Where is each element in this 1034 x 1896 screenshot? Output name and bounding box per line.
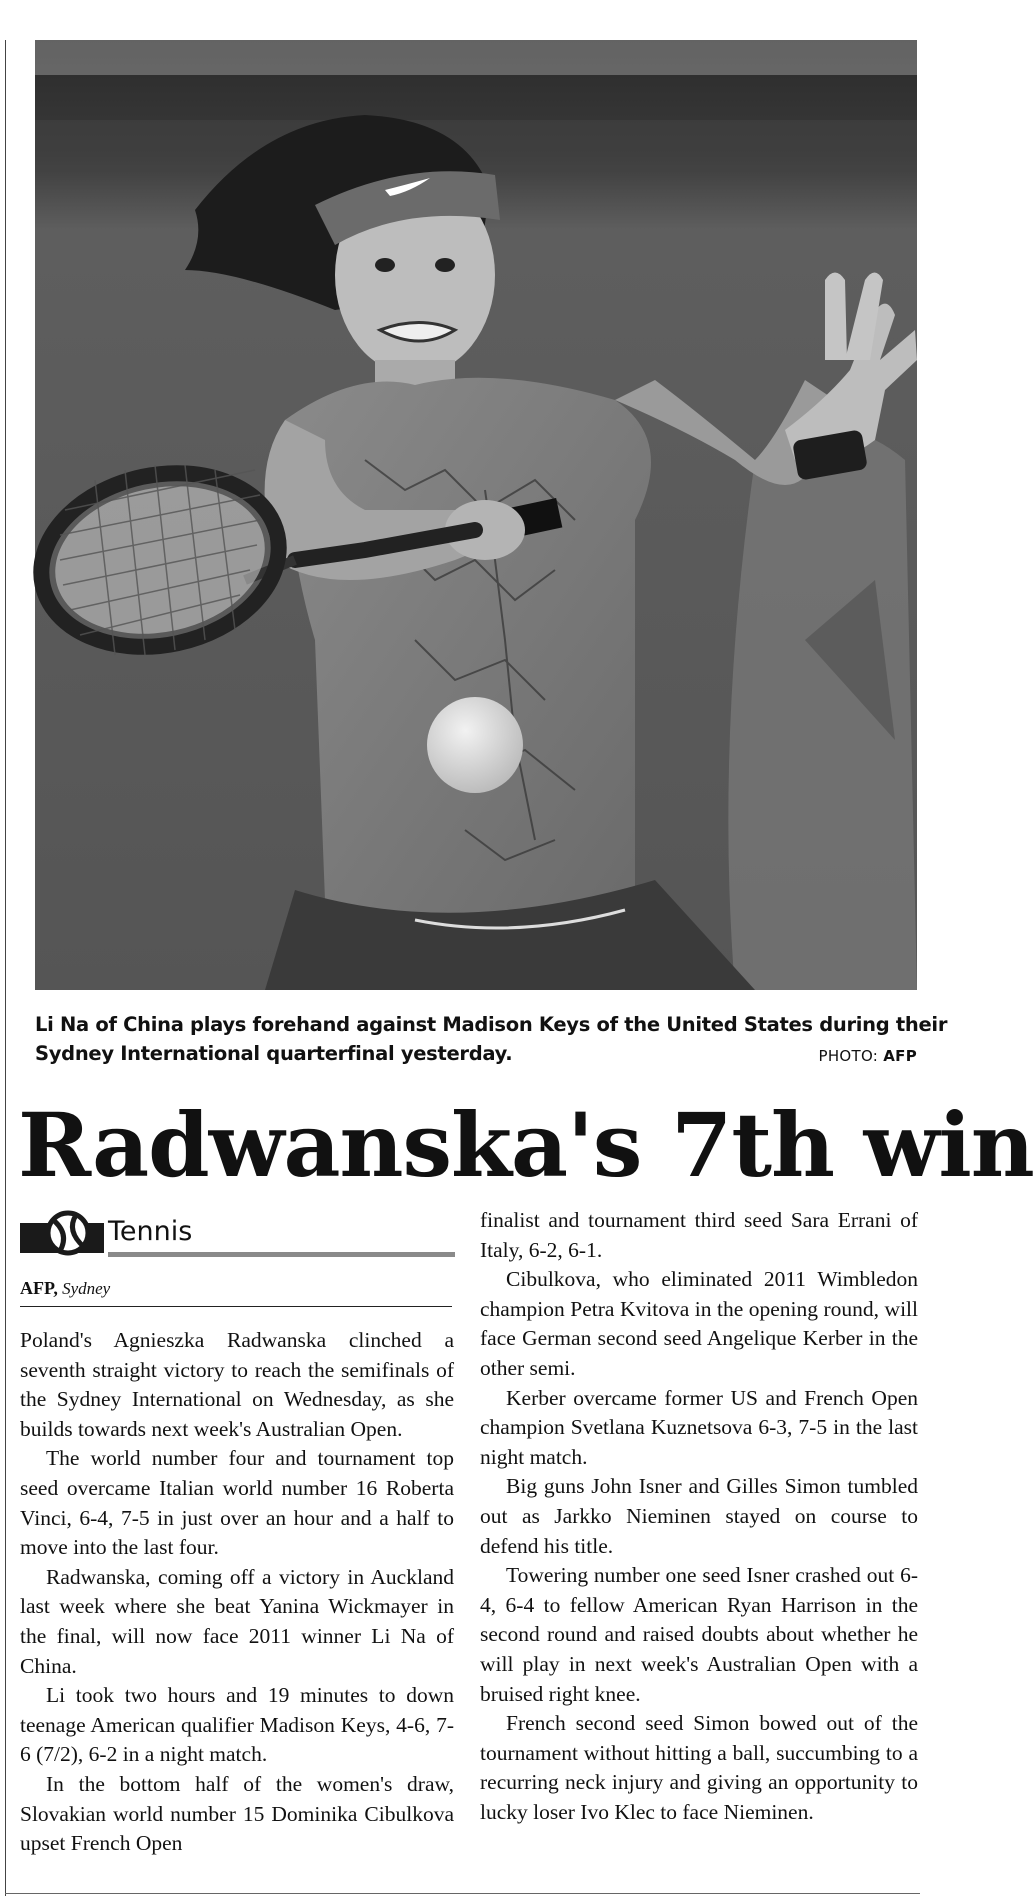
paragraph: Cibulkova, who eliminated 2011 Wimbledon champion Petra Kvitova in the opening round, will face German second seed Angelique Kerber in the other semi.: [480, 1267, 918, 1380]
paragraph: Poland's Agnieszka Radwanska clinched a seventh straight victory to reach the semifinals of the Sydney International on Wednesday, as she builds towards next week's Australian Open.: [20, 1328, 454, 1441]
paragraph: Li took two hours and 19 minutes to down teenage American qualifier Madison Keys, 4-6, 7-6 (7/2), 6-2 in a night match.: [20, 1683, 454, 1767]
paragraph: In the bottom half of the women's draw, Slovakian world number 15 Dominika Cibulkova upset French Open: [20, 1771, 454, 1856]
byline: [20, 1278, 110, 1299]
photo-credit-source: AFP: [883, 1047, 917, 1065]
byline-city: Sydney: [62, 1279, 111, 1298]
photo-credit-label: PHOTO:: [818, 1047, 879, 1065]
section-rule: [108, 1252, 455, 1257]
caption-line-1: Li Na of China plays forehand against Madison Keys of the United States during their: [35, 1013, 948, 1036]
paragraph: Big guns John Isner and Gilles Simon tumbled out as Jarkko Nieminen stayed on course to defend his title.: [480, 1474, 918, 1558]
paragraph: Kerber overcame former US and French Open champion Svetlana Kuznetsova 6-3, 7-5 in the last night match.: [480, 1385, 918, 1469]
caption-line-2: Sydney International quarterfinal yesterday.: [35, 1042, 513, 1065]
left-column-rule: [5, 40, 6, 1896]
byline-rule: [20, 1306, 452, 1307]
paragraph: French second seed Simon bowed out of the tournament without hitting a ball, succumbing to a recurring neck injury and giving an opportunity to lucky loser Ivo Klec to face Nieminen.: [480, 1711, 918, 1824]
paragraph: Towering number one seed Isner crashed out 6-4, 6-4 to fellow American Ryan Harrison in the second round and raised doubts about whether he will play in next week's Australian Open with a bruised right knee.: [480, 1563, 918, 1706]
paragraph: Radwanska, coming off a victory in Auckland last week where she beat Yanina Wickmayer in the final, will now face 2011 winner Li Na of China.: [20, 1564, 454, 1678]
tennis-player-photo: [35, 40, 917, 990]
article-column-left: [20, 1326, 454, 1859]
news-photo: [35, 40, 917, 990]
bottom-rule: [5, 1893, 920, 1894]
headline: Radwanska's 7th win: [18, 1093, 1034, 1197]
section-tag: [20, 1207, 455, 1257]
section-label: Tennis: [108, 1216, 193, 1247]
photo-caption: [35, 1010, 948, 1068]
paragraph: finalist and tournament third seed Sara Errani of Italy, 6-2, 6-1.: [480, 1208, 918, 1262]
byline-agency: AFP,: [20, 1278, 58, 1298]
paragraph: The world number four and tournament top seed overcame Italian world number 16 Roberta Vinci, 6-4, 7-5 in just over an hour and a half to move into the last four.: [20, 1446, 454, 1560]
article-column-right: [480, 1206, 918, 1827]
photo-credit: [818, 1047, 917, 1065]
tennis-ball-icon: [20, 1209, 104, 1253]
